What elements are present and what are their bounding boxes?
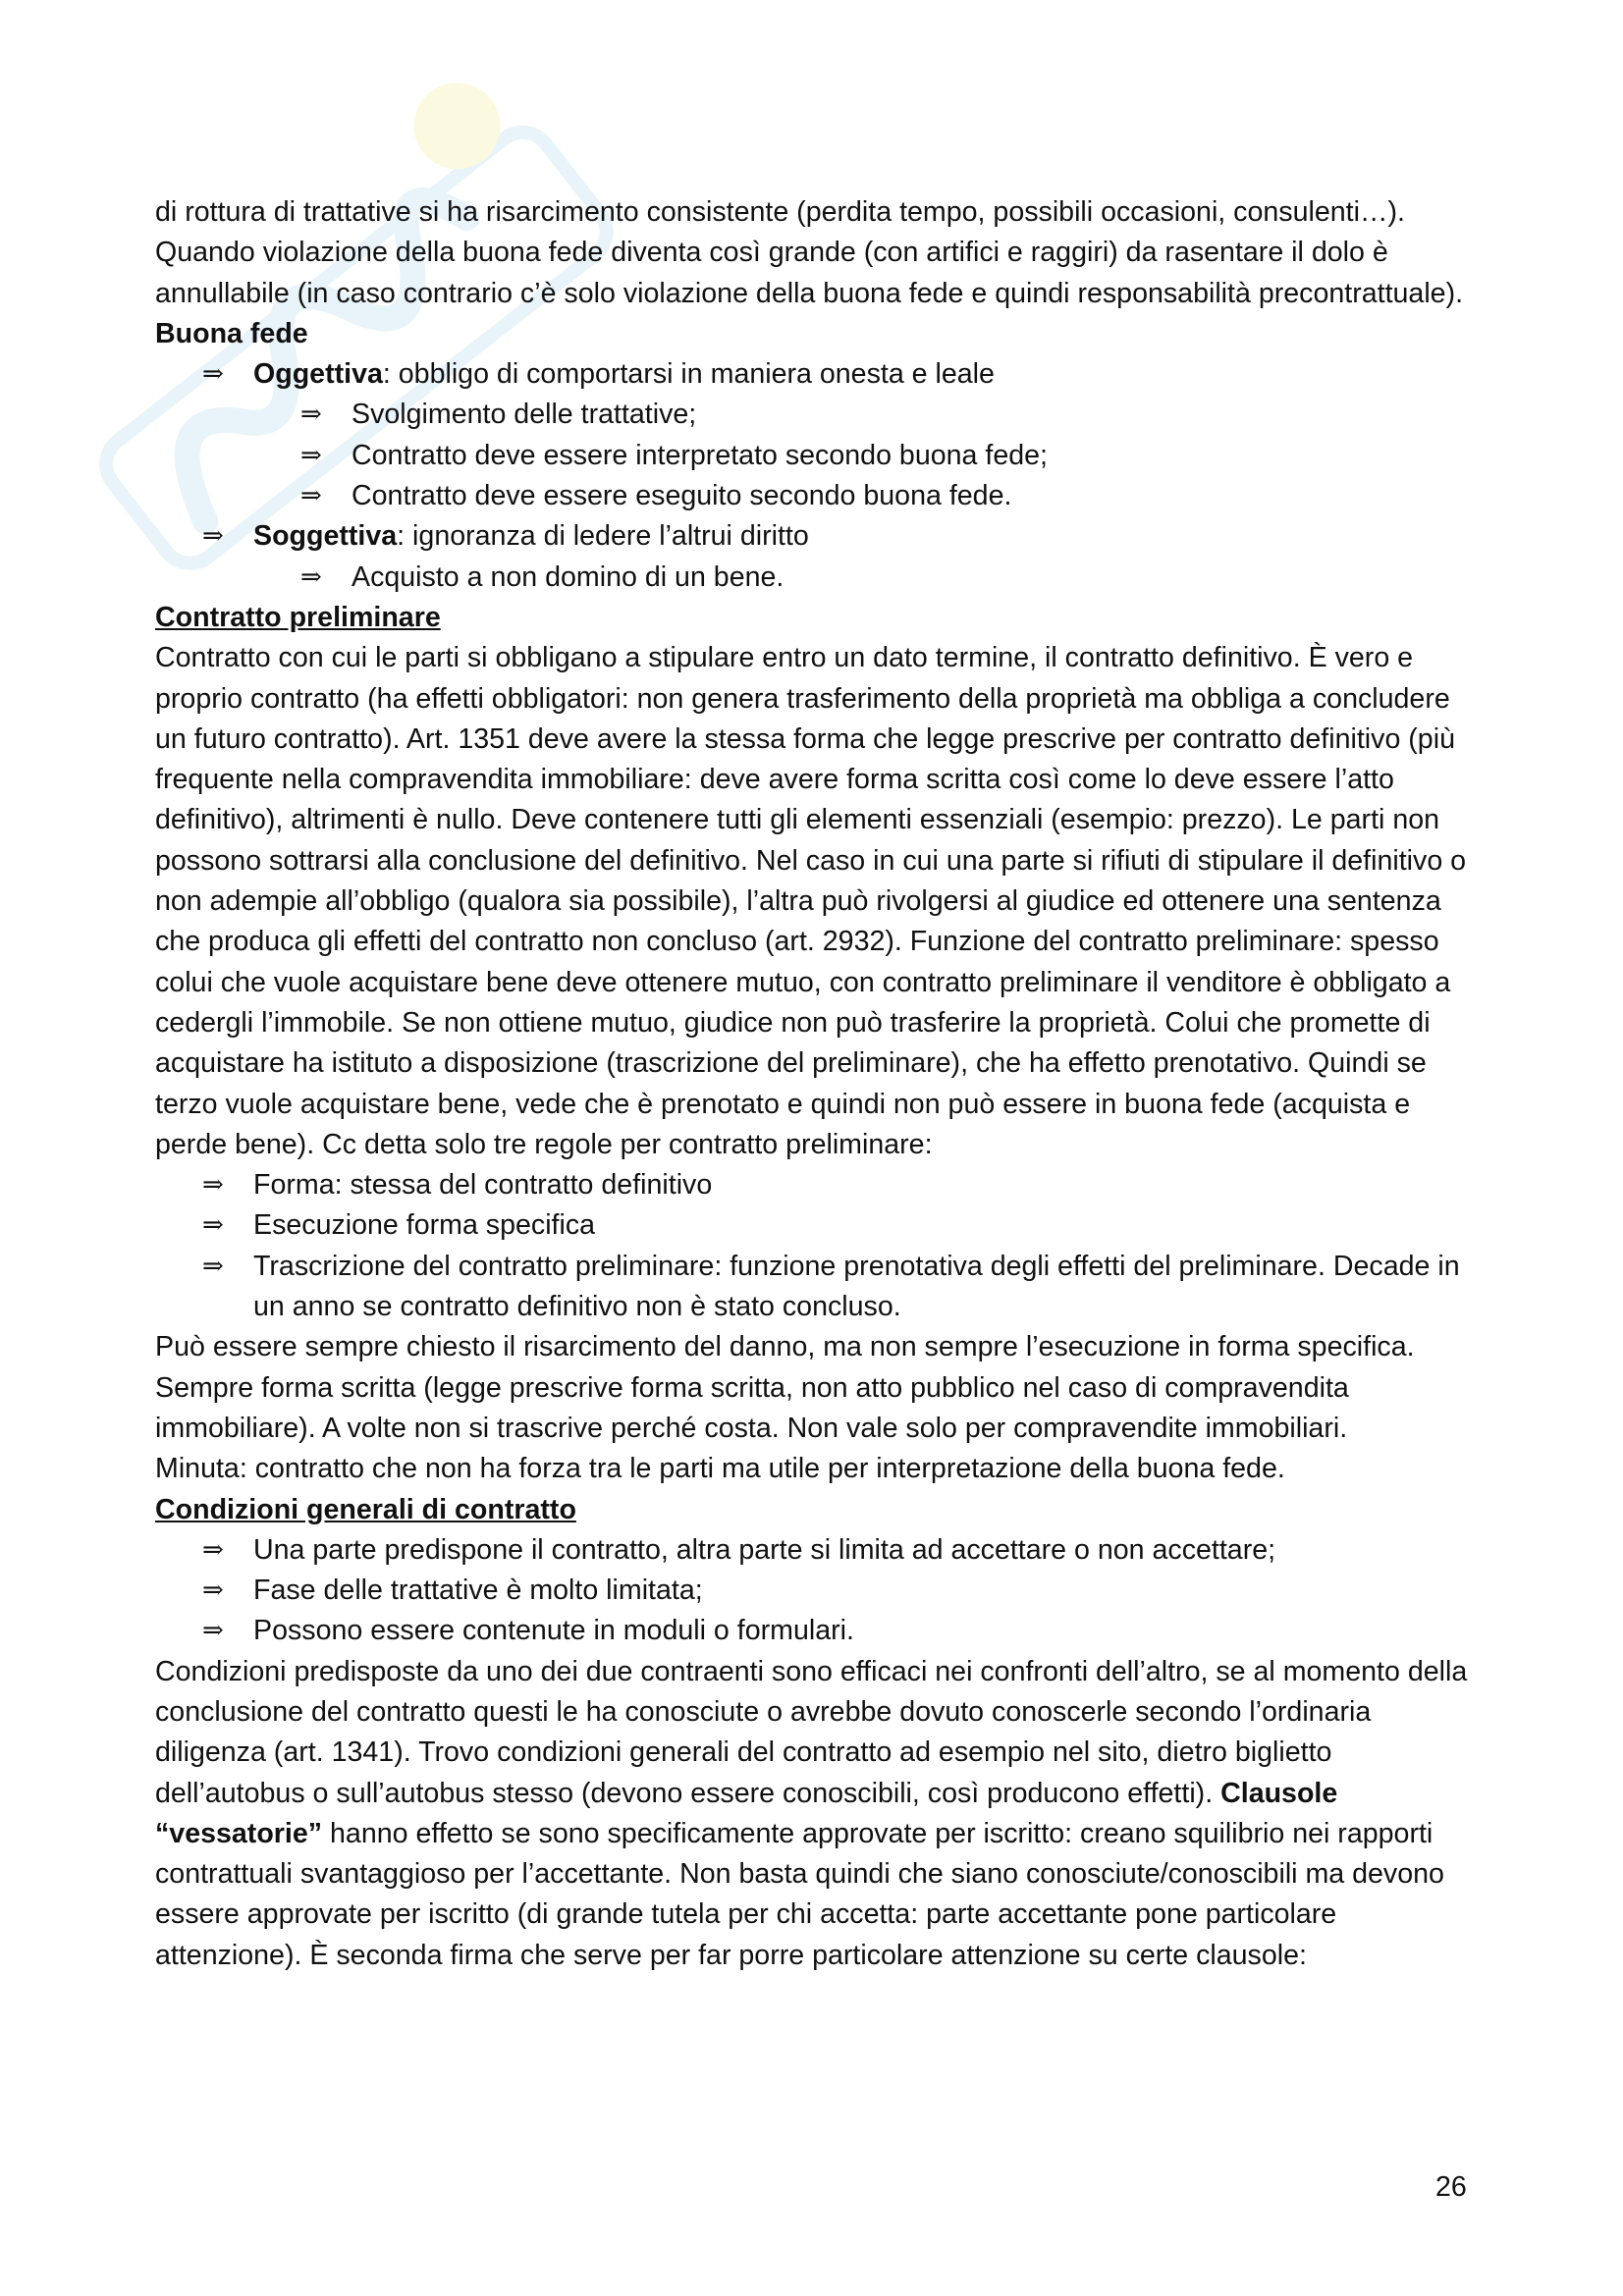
minuta-paragraph: Minuta: contratto che non ha forza tra le parti ma utile per interpretazione della buona fede. [155,1453,1285,1485]
list-item: ⇒ Acquisto a non domino di un bene. [155,558,1481,598]
arrow-icon: ⇒ [300,440,322,470]
intro-paragraph: di rottura di trattative si ha risarcimento consistente (perdita tempo, possibili occasioni, consulenti…). Quando violazione della buona fede diventa così grande (con artifici e raggiri) da rasentare il dolo è annullabile (in caso contrario c’è solo violazione della buona fede e quindi responsabilità precontrattuale). [155,196,1464,309]
document-page [155,192,1481,1976]
arrow-icon: ⇒ [300,400,322,430]
list-item: ⇒ Trascrizione del contratto preliminare: funzione prenotativa degli effetti del preliminare. Decade in un anno se contratto definitivo non è stato concluso. [155,1247,1481,1328]
arrow-icon: ⇒ [202,1170,224,1201]
list-item: ⇒ Fase delle trattative è molto limitata; [155,1571,1481,1611]
condizioni-paragraph: Condizioni predisposte da uno dei due contraenti sono efficaci nei confronti dell’altro, se al momento della conclusione del contratto questi le ha conosciute o avrebbe dovuto conoscerle secondo l’ordinaria diligenza (art. 1341). Trovo condizioni generali del contratto ad esempio nel sito, dietro biglietto dell’autobus o sull’autobus stesso (devono essere conoscibili, così producono effetti). Clausole “vessatorie” hanno effetto se sono specificamente approvate per iscritto: creano squilibrio nei rapporti contrattuali svantaggioso per l’accettante. Non basta quindi che siano conosciute/conoscibili ma devono essere approvate per iscritto (di grande tutela per chi accetta: parte accettante pone particolare attenzione). È seconda firma che serve per far porre particolare attenzione su certe clausole: [155,1655,1468,1971]
page-number: 26 [1435,2171,1467,2203]
arrow-icon: ⇒ [202,1251,224,1281]
heading-buona-fede: Buona fede [155,317,308,349]
condizioni-list [155,1530,1481,1652]
arrow-icon: ⇒ [300,561,322,592]
heading-condizioni-generali: Condizioni generali di contratto [155,1493,576,1525]
soggettiva-sublist [155,558,1481,598]
list-item: ⇒ Forma: stessa del contratto definitivo [155,1165,1481,1205]
term-soggettiva: Soggettiva [253,520,398,553]
arrow-icon: ⇒ [202,1616,224,1646]
buona-fede-list [155,354,1481,395]
preliminare-paragraph: Contratto con cui le parti si obbligano a stipulare entro un dato termine, il contratto definitivo. È vero e proprio contratto (ha effetti obbligatori: non genera trasferimento della proprietà ma obbliga a concludere un futuro contratto). Art. 1351 deve avere la stessa forma che legge prescrive per contratto definitivo (più frequente nella compravendita immobiliare: deve avere forma scritta così come lo deve essere l’atto definitivo), altrimenti è nullo. Deve contenere tutti gli elementi essenziali (esempio: prezzo). Le parti non possono sottrarsi alla conclusione del definitivo. Nel caso in cui una parte si rifiuti di stipulare il definitivo o non adempie all’obbligo (qualora sia possibile), l’altra può rivolgersi al giudice ed ottenere una sentenza che produca gli effetti del contratto non concluso (art. 2932). Funzione del contratto preliminare: spesso colui che vuole acquistare bene deve ottenere mutuo, con contratto preliminare il venditore è obbligato a cedergli l’immobile. Se non ottiene mutuo, giudice non può trasferire la proprietà. Colui che promette di acquistare ha istituto a disposizione (trascrizione del preliminare), che ha effetto prenotativo. Quindi se terzo vuole acquistare bene, vede che è prenotato e quindi non può essere in buona fede (acquista e perde bene). Cc detta solo tre regole per contratto preliminare: [155,642,1467,1160]
oggettiva-sublist [155,395,1481,516]
arrow-icon: ⇒ [202,1534,224,1565]
arrow-icon: ⇒ [202,521,224,552]
oggettiva-definition: : obbligo di comportarsi in maniera onesta e leale [382,358,995,391]
preliminare-after-paragraph: Può essere sempre chiesto il risarcimento del danno, ma non sempre l’esecuzione in forma specifica. Sempre forma scritta (legge prescrive forma scritta, non atto pubblico nel caso di compravendita immobiliare). A volte non si trascrive perché costa. Non vale solo per compravendite immobiliari. [155,1331,1415,1444]
list-item: ⇒ Una parte predispone il contratto, altra parte si limita ad accettare o non accettare; [155,1530,1481,1571]
arrow-icon: ⇒ [202,1575,224,1606]
list-item: ⇒ Svolgimento delle trattative; [155,395,1481,435]
arrow-icon: ⇒ [202,359,224,390]
arrow-icon: ⇒ [202,1210,224,1241]
buona-fede-list-2 [155,516,1481,557]
term-oggettiva: Oggettiva [253,358,383,391]
list-item-soggettiva [155,516,1481,557]
soggettiva-definition: : ignoranza di ledere l’altrui diritto [397,520,809,553]
term-clausole-vessatorie: Clausole “vessatorie” [155,1777,1338,1849]
list-item: ⇒ Contratto deve essere eseguito secondo buona fede. [155,476,1481,516]
preliminare-rules-list [155,1165,1481,1327]
list-item: ⇒ Possono essere contenute in moduli o formulari. [155,1611,1481,1651]
list-item-oggettiva [155,354,1481,395]
list-item: ⇒ Esecuzione forma specifica [155,1205,1481,1246]
arrow-icon: ⇒ [300,481,322,511]
heading-contratto-preliminare: Contratto preliminare [155,601,441,633]
list-item: ⇒ Contratto deve essere interpretato secondo buona fede; [155,436,1481,476]
